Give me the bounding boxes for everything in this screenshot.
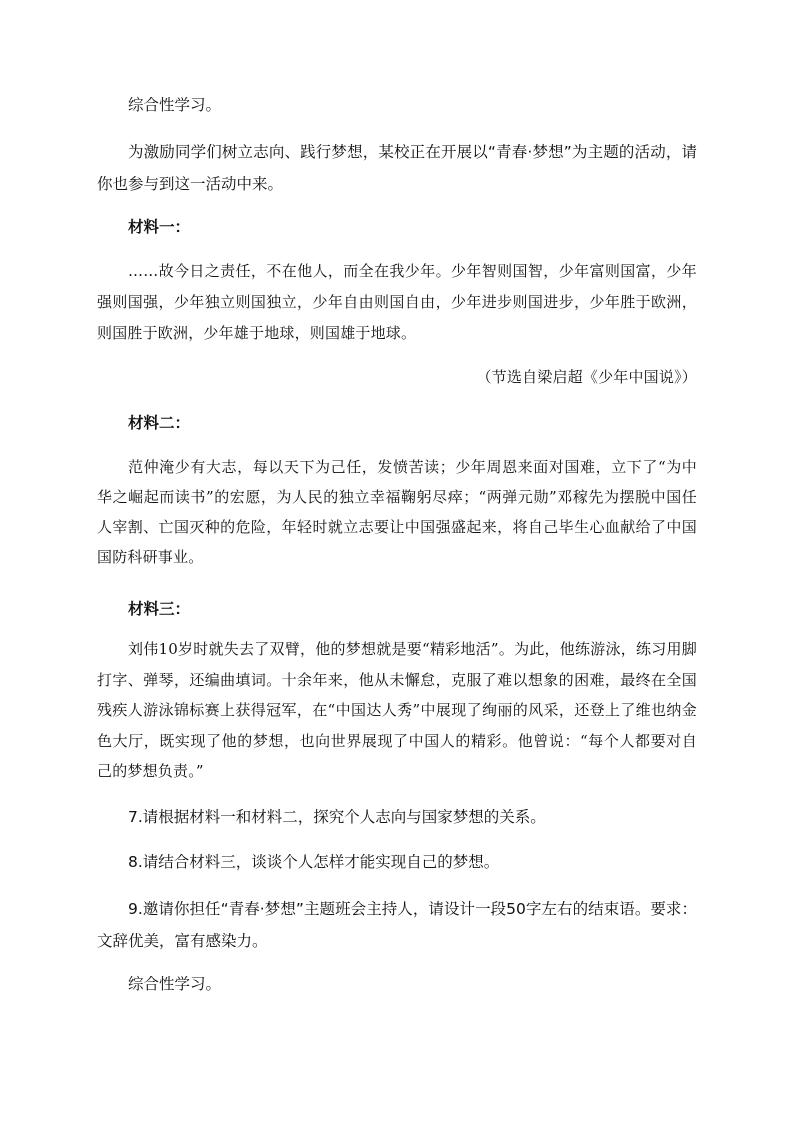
question-7: 7.请根据材料一和材料二，探究个人志向与国家梦想的关系。 [128, 808, 546, 826]
question-8: 8.请结合材料三，谈谈个人怎样才能实现自己的梦想。 [128, 853, 500, 871]
section-title: 综合性学习。 [128, 96, 222, 114]
material-two-text: 范仲淹少有大志，每以天下为己任，发愤苦读；少年周恩来面对国难，立下了“为中华之崛起而读书”的宏愿，为人民的独立幸福鞠躬尽瘁；“两弹元勋”邓稼先为摆脱中国任人宰割、亡国灭种的危险，年轻时就立志要让中国强盛起来，将自己毕生心血献给了中国国防科研事业。 [97, 458, 697, 566]
material-one-source: （节选自梁启超《少年中国说》） [476, 368, 697, 386]
intro-paragraph: 为激励同学们树立志向、践行梦想，某校正在开展以“青春·梦想”为主题的活动，请你也参与到这一活动中来。 [97, 143, 697, 193]
material-three-text: 刘伟10岁时就失去了双臂，他的梦想就是要“精彩地活”。为此，他练游泳，练习用脚打字、弹琴，还编曲填词。十余年来，他从未懈怠，克服了难以想象的困难，最终在全国残疾人游泳锦标赛上获得冠军，在“中国达人秀”中展现了绚丽的风采，还登上了维也纳金色大厅，既实现了他的梦想，也向世界展现了中国人的精彩。他曾说：“每个人都要对自己的梦想负责。” [97, 640, 697, 780]
question-9: 9.邀请你担任“青春·梦想”主题班会主持人，请设计一段50字左右的结束语。要求：文辞优美，富有感染力。 [97, 900, 697, 950]
material-two-heading: 材料二： [128, 414, 191, 432]
material-one-text: ……故今日之责任，不在他人，而全在我少年。少年智则国智，少年富则国富，少年强则国强，少年独立则国独立，少年自由则国自由，少年进步则国进步，少年胜于欧洲，则国胜于欧洲，少年雄于地球，则国雄于地球。 [97, 262, 697, 342]
material-three-heading: 材料三： [128, 600, 191, 618]
section-title-repeat: 综合性学习。 [128, 975, 222, 993]
material-one-heading: 材料一： [128, 218, 191, 236]
